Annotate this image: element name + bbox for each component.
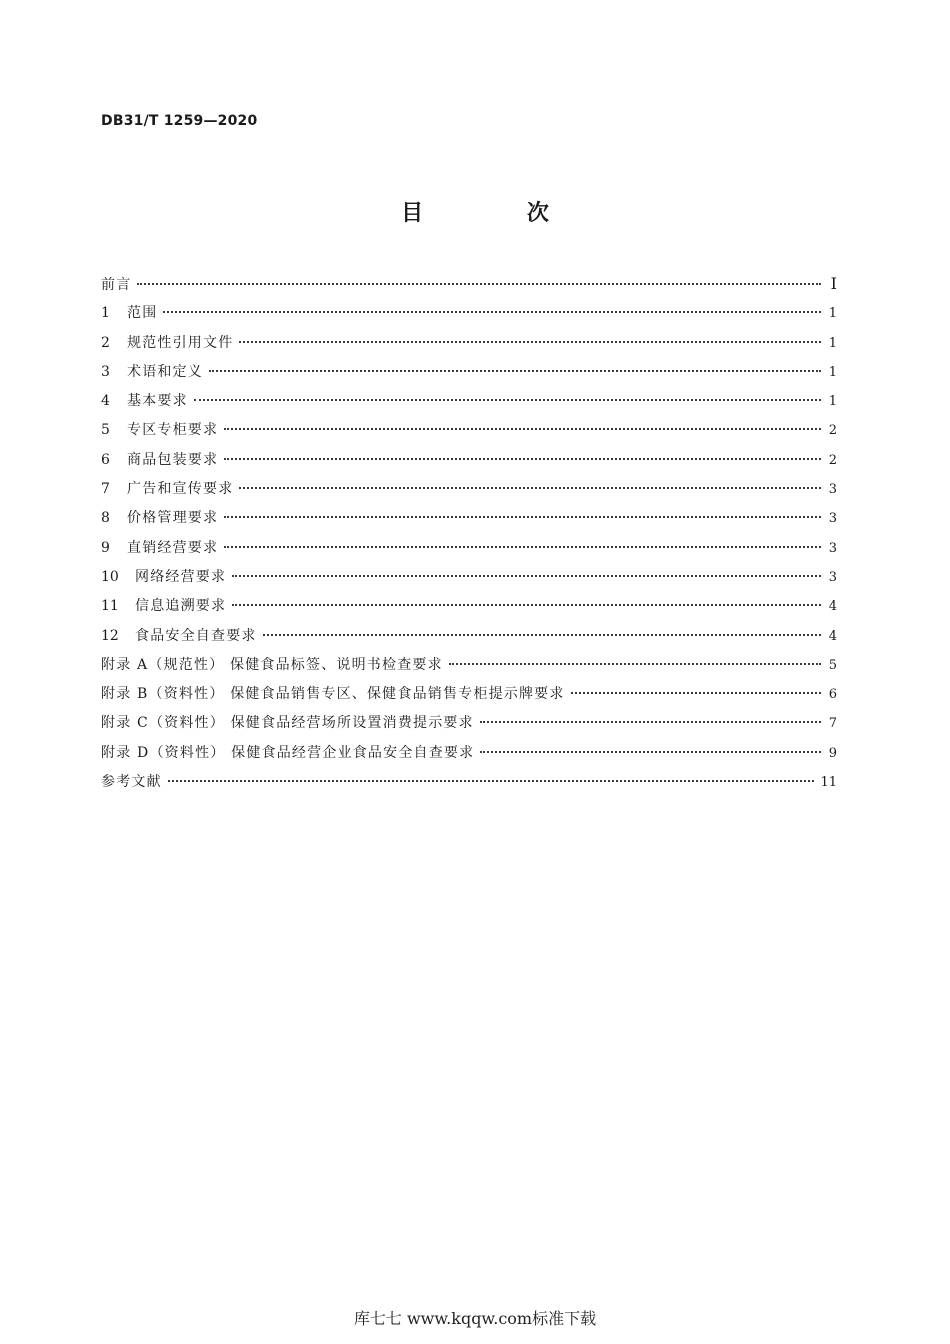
toc-entry-7[interactable] bbox=[101, 479, 837, 508]
toc-entry-appendix-d[interactable] bbox=[101, 743, 837, 772]
toc-label: 基本要求 bbox=[127, 393, 188, 410]
toc-section-number: 6 bbox=[101, 451, 110, 468]
toc-entry-appendix-b[interactable] bbox=[101, 684, 837, 713]
toc-entry-2[interactable] bbox=[101, 333, 837, 362]
toc-entry-5[interactable] bbox=[101, 420, 837, 449]
footer-watermark-text: 库七七 www.kqqw.com标准下载 bbox=[353, 1309, 597, 1328]
document-code: DB31/T 1259—2020 bbox=[101, 113, 258, 129]
toc-section-number: 8 bbox=[101, 510, 110, 527]
toc-label: 广告和宣传要求 bbox=[127, 481, 234, 498]
toc-section-number: 4 bbox=[101, 393, 110, 410]
toc-entry-9[interactable] bbox=[101, 538, 837, 567]
toc-entry-4[interactable] bbox=[101, 391, 837, 420]
toc-section-number: 2 bbox=[101, 334, 110, 351]
toc-page-number: I bbox=[830, 274, 837, 293]
page-title: 目 次 bbox=[401, 201, 597, 226]
toc-label: 附录 B（资料性） 保健食品销售专区、保健食品销售专柜提示牌要求 bbox=[101, 686, 565, 703]
toc-entry-appendix-a[interactable] bbox=[101, 655, 837, 684]
toc-page-number: 1 bbox=[828, 394, 837, 410]
dot-leader bbox=[209, 370, 821, 372]
dot-leader bbox=[480, 721, 821, 723]
toc-label: 前言 bbox=[101, 277, 132, 293]
toc-entry-6[interactable] bbox=[101, 450, 837, 479]
dot-leader bbox=[232, 575, 821, 577]
toc-entry-appendix-c[interactable] bbox=[101, 713, 837, 742]
dot-leader bbox=[224, 428, 821, 430]
toc-section-number: 3 bbox=[101, 363, 110, 380]
toc-page-number: 9 bbox=[828, 745, 837, 761]
dot-leader bbox=[224, 546, 821, 548]
toc-section-number: 11 bbox=[101, 598, 119, 615]
dot-leader bbox=[263, 634, 821, 636]
dot-leader bbox=[224, 516, 821, 518]
toc-label: 附录 A（规范性） 保健食品标签、说明书检查要求 bbox=[101, 656, 443, 673]
toc-label: 参考文献 bbox=[101, 774, 162, 791]
toc-entry-10[interactable] bbox=[101, 567, 837, 596]
toc-page-number: 4 bbox=[828, 628, 837, 644]
toc-section-number: 9 bbox=[101, 539, 110, 556]
toc-page-number: 5 bbox=[828, 657, 837, 673]
toc-page-number: 4 bbox=[828, 599, 837, 615]
toc-label: 直销经营要求 bbox=[127, 539, 219, 556]
toc-label: 网络经营要求 bbox=[135, 568, 227, 585]
dot-leader bbox=[194, 399, 821, 401]
toc-entry-3[interactable] bbox=[101, 362, 837, 391]
toc-page-number: 3 bbox=[828, 540, 837, 556]
toc-page-number: 3 bbox=[828, 569, 837, 585]
toc-entry-8[interactable] bbox=[101, 508, 837, 537]
dot-leader bbox=[168, 780, 815, 782]
table-of-contents bbox=[101, 274, 837, 801]
toc-label: 专区专柜要求 bbox=[127, 422, 219, 439]
toc-label: 食品安全自查要求 bbox=[135, 627, 257, 644]
toc-entry-1[interactable] bbox=[101, 303, 837, 332]
toc-entry-bibliography[interactable] bbox=[101, 772, 837, 801]
toc-entry-12[interactable] bbox=[101, 626, 837, 655]
toc-label: 附录 D（资料性） 保健食品经营企业食品安全自查要求 bbox=[101, 744, 475, 761]
toc-section-number: 10 bbox=[101, 568, 119, 585]
toc-page-number: 3 bbox=[828, 511, 837, 527]
dot-leader bbox=[239, 341, 821, 343]
toc-label: 范围 bbox=[127, 305, 158, 322]
toc-page-number: 1 bbox=[828, 364, 837, 380]
dot-leader bbox=[224, 458, 821, 460]
toc-section-number: 1 bbox=[101, 305, 110, 322]
toc-label: 规范性引用文件 bbox=[127, 334, 234, 351]
dot-leader bbox=[449, 663, 821, 665]
toc-label: 术语和定义 bbox=[127, 363, 203, 380]
dot-leader bbox=[163, 311, 821, 313]
toc-page-number: 1 bbox=[828, 335, 837, 351]
toc-section-number: 7 bbox=[101, 481, 110, 498]
toc-page-number: 3 bbox=[828, 482, 837, 498]
toc-page-number: 7 bbox=[828, 716, 837, 732]
dot-leader bbox=[571, 692, 821, 694]
toc-page-number: 2 bbox=[828, 423, 837, 439]
toc-page-number: 2 bbox=[828, 452, 837, 468]
dot-leader bbox=[480, 751, 821, 753]
toc-label: 商品包装要求 bbox=[127, 451, 219, 468]
dot-leader bbox=[239, 487, 821, 489]
toc-page-number: 6 bbox=[828, 687, 837, 703]
toc-label: 价格管理要求 bbox=[127, 510, 219, 527]
toc-entry-foreword[interactable] bbox=[101, 274, 837, 303]
toc-section-number: 5 bbox=[101, 422, 110, 439]
toc-entry-11[interactable] bbox=[101, 596, 837, 625]
toc-page-number: 11 bbox=[820, 775, 837, 791]
toc-label: 附录 C（资料性） 保健食品经营场所设置消费提示要求 bbox=[101, 715, 474, 732]
toc-page-number: 1 bbox=[828, 306, 837, 322]
toc-label: 信息追溯要求 bbox=[135, 598, 227, 615]
toc-section-number: 12 bbox=[101, 627, 119, 644]
dot-leader bbox=[232, 604, 821, 606]
dot-leader bbox=[137, 283, 821, 285]
